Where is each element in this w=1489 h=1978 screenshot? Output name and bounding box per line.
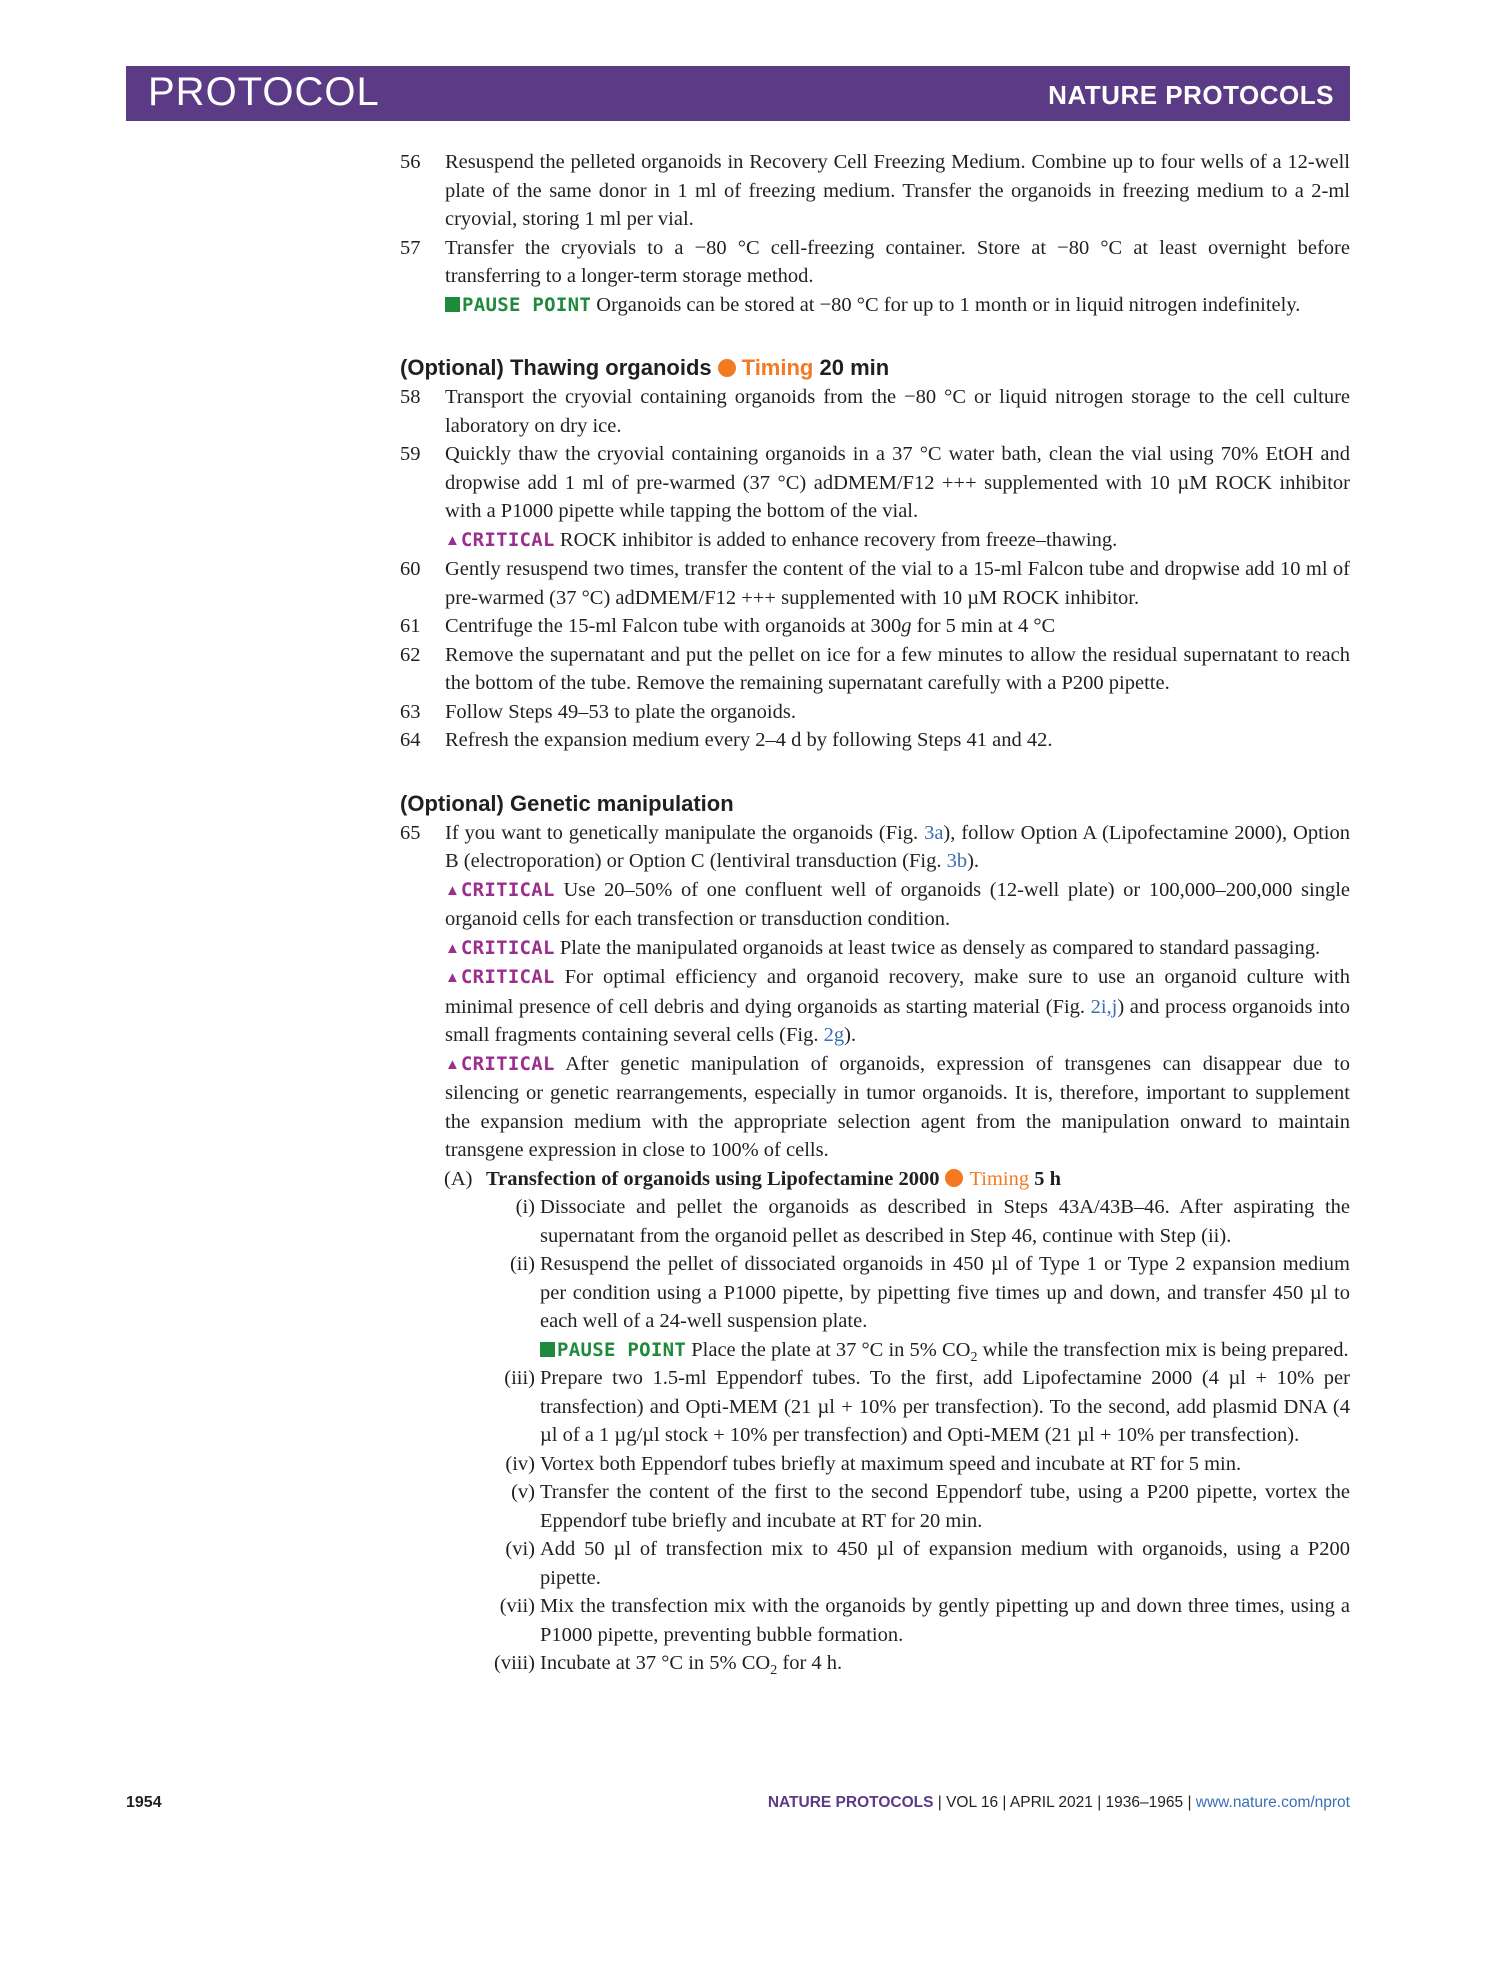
step-59 [400,440,1350,526]
step-text: Gently resuspend two times, transfer the content of the vial to a 15-ml Falcon tube and dropwise add 10 ml of pre-warmed (37 °C) adDMEM/F12 +++ supplemented with 10 µM ROCK inhibitor. [445,558,1350,609]
step-text: Follow Steps 49–53 to plate the organoids. [445,700,796,723]
substep-viii [400,1649,1350,1678]
option-label: (A) [444,1167,473,1190]
critical-note [400,1050,1350,1165]
step-62 [400,641,1350,698]
substep-vi [400,1535,1350,1592]
step-number: 64 [400,729,421,751]
critical-note [400,934,1350,964]
pause-point-note [400,1336,1350,1365]
substep-text: Vortex both Eppendorf tubes briefly at maximum speed and incubate at RT for 5 min. [540,1452,1242,1475]
footer-journal: NATURE PROTOCOLS [767,1794,934,1811]
substep-text: Transfer the content of the first to the second Eppendorf tube, using a P200 pipette, vortex the Eppendorf tube briefly and incubate at RT for 20 min. [540,1481,1350,1532]
critical-note [400,526,1350,556]
footer-pages: 1936–1965 [1105,1794,1184,1811]
step-text: Refresh the expansion medium every 2–4 d by following Steps 41 and 42. [445,729,1053,751]
step-text: Centrifuge the 15-ml Falcon tube with organoids at 300g for 5 min at 4 °C [445,615,1056,637]
step-number: 59 [400,443,421,465]
section-title-thawing [400,353,1350,383]
pause-point-note [400,291,1350,320]
figure-link-3a[interactable]: 3a [924,821,944,844]
substep-v [400,1478,1350,1535]
substep-text: Incubate at 37 °C in 5% $CO_2$ for 4 h. [540,1652,843,1679]
substep-label: (iv) [505,1452,535,1475]
substep-text: Resuspend the pellet of dissociated organoids in 450 µl of Type 1 or Type 2 expansion medium per condition using a P1000 pipette, by pipetting five times up and down, and transfer 450 µl to each well of a 24-well suspension plate. [540,1253,1350,1332]
option-title: Transfection of organoids using Lipofectamine 2000 [486,1167,940,1190]
pause-point-label: PAUSE POINT [557,1338,687,1361]
critical-text: For optimal efficiency and organoid recovery, make sure to use an organoid culture with minimal presence of cell debris and dying organoids as starting material (Fig. 2i,j) and process organoids into small fragments containing several cells (Fig. 2g). [445,966,1350,1046]
timing-label: Timing [969,1167,1030,1190]
timing-value: 5 h [1034,1167,1062,1190]
substep-text: Prepare two 1.5-ml Eppendorf tubes. To the first, add Lipofectamine 2000 (4 µl + 10% per transfection) and Opti-MEM (21 µl + 10% per transfection). To the second, add plasmid DNA (4 µl of a 1 µg/µl stock + 10% per transfection) and Opti-MEM (21 µl + 10% per transfection). [540,1367,1350,1446]
critical-triangle-icon: ▲ [445,882,460,899]
step-number: 65 [400,821,421,844]
header-journal-name: NATURE PROTOCOLS [1048,80,1334,110]
substep-label: (ii) [509,1253,535,1275]
substep-text: Add 50 µl of transfection mix to 450 µl of expansion medium with organoids, using a P200 pipette. [540,1538,1350,1589]
step-text: If you want to genetically manipulate the organoids (Fig. 3a), follow Option A (Lipofectamine 2000), Option B (electroporation) or Option C (lentiviral transduction (Fig. 3b). [445,821,1350,872]
substep-label: (vi) [505,1538,535,1560]
step-number: 62 [400,643,421,666]
step-text: Quickly thaw the cryovial containing organoids in a 37 °C water bath, clean the vial using 70% EtOH and dropwise add 1 ml of pre-warmed (37 °C) adDMEM/F12 +++ supplemented with 10 µM ROCK inhibitor with a P1000 pipette while tapping the bottom of the vial. [445,443,1350,522]
figure-link-2g[interactable]: 2g [823,1024,845,1046]
step-64 [400,726,1350,755]
footer-date: APRIL 2021 [1009,1794,1093,1811]
substep-label: (v) [511,1481,535,1503]
step-text: Remove the supernatant and put the pellet on ice for a few minutes to allow the residual supernatant to reach the bottom of the tube. Remove the remaining supernatant carefully with a P200 pipette. [445,643,1350,694]
step-58 [400,383,1350,440]
option-a-heading [400,1165,1350,1194]
critical-triangle-icon: ▲ [445,532,460,549]
substep-iii [400,1364,1350,1450]
footer-citation: NATURE PROTOCOLS | VOL 16 | APRIL 2021 | 1936–1965 | www.nature.com/nprot [767,1794,1350,1811]
step-61 [400,612,1350,641]
substep-label: (i) [515,1196,535,1218]
timing-dot-icon [718,359,736,377]
timing-label: Timing [741,355,814,380]
critical-triangle-icon: ▲ [445,1056,460,1073]
pause-square-icon [540,1342,555,1357]
step-57 [400,234,1350,291]
step-63 [400,698,1350,727]
figure-link-2ij[interactable]: 2i,j [1090,995,1118,1018]
header-section-label: PROTOCOL [148,70,380,114]
step-number: 61 [400,615,421,637]
substep-text: Dissociate and pellet the organoids as described in Steps 43A/43B–46. After aspirating the supernatant from the organoid pellet as described in Step 46, continue with Step (ii). [540,1196,1350,1247]
step-65 [400,819,1350,876]
substep-label: (viii) [494,1652,535,1674]
header-bar [126,66,1350,121]
step-text: Transfer the cryovials to a −80 °C cell-freezing container. Store at −80 °C at least overnight before transferring to a longer-term storage method. [445,236,1350,287]
pause-point-text: Organoids can be stored at −80 °C for up to 1 month or in liquid nitrogen indefinitely. [596,293,1301,316]
step-number: 58 [400,386,421,408]
substep-ii [400,1250,1350,1336]
section-title-genetic: (Optional) Genetic manipulation [400,790,734,816]
critical-label: CRITICAL [460,528,555,551]
pause-square-icon [445,297,460,312]
page-number: 1954 [126,1794,162,1811]
substep-i [400,1193,1350,1250]
pause-point-text: Place the plate at 37 °C in 5% $CO_2$ while the transfection mix is being prepared. [691,1338,1349,1365]
step-number: 60 [400,558,421,580]
footer-volume: VOL 16 [946,1794,999,1811]
section-title-text: (Optional) Thawing organoids [400,355,712,380]
critical-text: Plate the manipulated organoids at least twice as densely as compared to standard passaging. [559,936,1321,959]
critical-label: CRITICAL [460,936,555,959]
critical-triangle-icon: ▲ [445,940,460,957]
step-60 [400,555,1350,612]
critical-label: CRITICAL [460,966,555,988]
pause-point-label: PAUSE POINT [462,293,592,316]
critical-label: CRITICAL [460,878,555,901]
critical-note [400,963,1350,1050]
step-text: Transport the cryovial containing organoids from the −80 °C or liquid nitrogen storage to the cell culture laboratory on dry ice. [445,386,1350,437]
step-number: 56 [400,151,421,173]
step-number: 63 [400,700,421,723]
footer-url-link[interactable]: www.nature.com/nprot [1195,1794,1350,1811]
critical-text: ROCK inhibitor is added to enhance recovery from freeze–thawing. [559,528,1118,551]
critical-text: Use 20–50% of one confluent well of organoids (12-well plate) or 100,000–200,000 single organoid cells for each transfection or transduction condition. [445,878,1351,930]
substep-vii [400,1592,1350,1649]
substep-label: (vii) [499,1595,535,1617]
critical-text: After genetic manipulation of organoids, expression of transgenes can disappear due to silencing or genetic rearrangements, especially in tumor organoids. It is, therefore, important to supplement the expansion medium with the appropriate selection agent from the manipulation onward to maintain transgene expression in close to 100% of cells. [445,1052,1350,1161]
critical-label: CRITICAL [460,1052,555,1075]
timing-value: 20 min [819,355,890,380]
step-number: 57 [400,236,421,259]
critical-triangle-icon: ▲ [445,970,460,986]
substep-text: Mix the transfection mix with the organoids by gently pipetting up and down three times, using a P1000 pipette, preventing bubble formation. [540,1595,1350,1646]
critical-note [400,876,1350,934]
timing-dot-icon [945,1169,963,1187]
step-56 [400,148,1350,234]
step-text: Resuspend the pelleted organoids in Recovery Cell Freezing Medium. Combine up to four wells of a 12-well plate of the same donor in 1 ml of freezing medium. Transfer the organoids in freezing medium to a 2-ml cryovial, storing 1 ml per vial. [445,151,1350,230]
substep-label: (iii) [504,1367,535,1389]
figure-link-3b[interactable]: 3b [946,850,968,872]
substep-iv [400,1450,1350,1479]
main-content [400,148,1350,1678]
